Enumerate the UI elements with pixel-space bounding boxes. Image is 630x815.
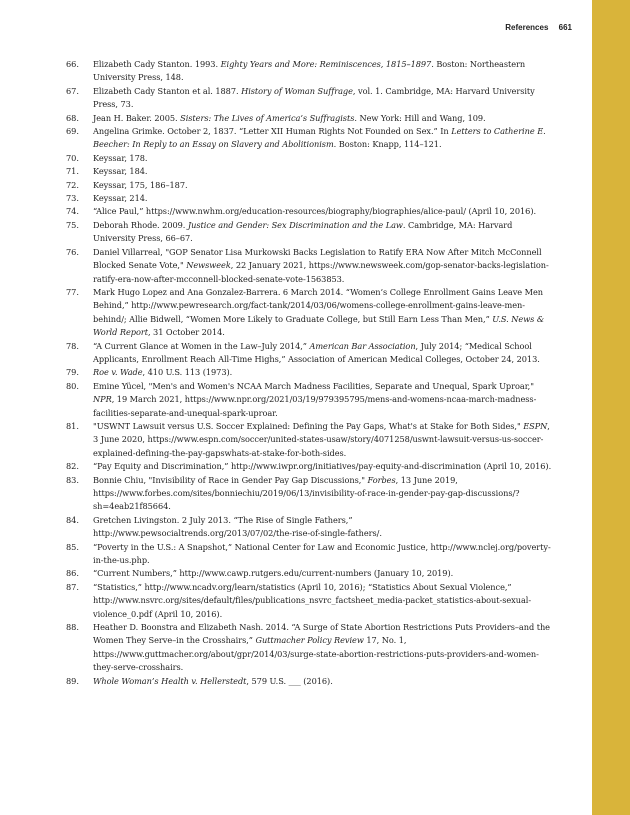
endnote-text-run: Bonnie Chiu, "Invisibility of Race in Gender Pay Gap Discussions,": [93, 474, 368, 485]
endnote-item: [66, 366, 553, 379]
endnote-number: 70.: [66, 152, 79, 163]
endnote-number: 79.: [66, 367, 79, 378]
endnote-text: [93, 515, 382, 538]
endnote-item: [66, 219, 553, 246]
endnote-text-run: Elizabeth Cady Stanton. 1993.: [93, 59, 221, 69]
endnote-item: [66, 541, 553, 568]
endnote-number: 75.: [66, 219, 79, 230]
endnote-item: [66, 179, 553, 192]
endnote-text-run: Keyssar, 175, 186–187.: [93, 179, 188, 190]
endnote-text-run: “Current Numbers,” http://www.cawp.rutgers.edu/current-numbers (January 10, 2019).: [93, 568, 454, 579]
endnote-text: [93, 475, 520, 512]
endnote-item: [66, 621, 553, 675]
endnote-text: [93, 568, 453, 578]
endnote-text-run: Deborah Rhode. 2009.: [93, 219, 188, 230]
endnote-text-run: , 3 June 2020, https://www.espn.com/soccer/united-states-usaw/story/4071258/uswnt-lawsuit-versus-us-soccer-explained-defining-the-pay-gapswhats-at-stake-for-both-sides.: [93, 420, 550, 458]
accent-side-bar: [592, 0, 630, 815]
endnote-number: 76.: [66, 246, 79, 257]
endnote-text-run: Emine Yücel, "Men's and Women's NCAA March Madness Facilities, Separate and Unequal, Spark Uproar,": [93, 380, 534, 391]
endnote-number: 88.: [66, 622, 79, 633]
endnote-text: [93, 622, 550, 672]
endnote-number: 69.: [66, 126, 79, 137]
endnote-italic-text: Letters to Catherine E. Beecher: In Reply to an Essay on Slavery and Abolitionism: [93, 126, 546, 150]
endnote-item: [66, 246, 553, 286]
endnote-text-run: , 19 March 2021, https://www.npr.org/2021/03/19/979395795/mens-and-womens-ncaa-march-madness-facilities-separate-and-unequal-spark-uproar.: [93, 394, 537, 418]
endnote-italic-text: Roe v. Wade: [93, 367, 143, 378]
endnote-item: [66, 567, 553, 580]
endnote-text-run: , 410 U.S. 113 (1973).: [142, 367, 233, 378]
endnote-item: [66, 125, 553, 152]
endnote-text-run: Daniel Villarreal, "GOP Senator Lisa Murkowski Backs Legislation to Ratify ERA Now After Mitch McConnell Blocked Senate Vote,": [93, 246, 542, 271]
endnote-text-run: . Boston: Northeastern University Press, 148.: [93, 59, 526, 83]
endnote-number: 85.: [66, 541, 79, 552]
endnote-number: 68.: [66, 112, 79, 123]
page-number: 661: [558, 23, 572, 32]
endnote-text: [93, 582, 531, 619]
endnote-item: [66, 165, 553, 178]
endnote-item: [66, 380, 553, 420]
endnote-text: [93, 461, 551, 471]
endnote-italic-text: Newsweek: [186, 260, 231, 271]
endnote-text-run: , July 2014; “Medical School Applicants, Enrollment Reach All-Time Highs,” Association of American Medical Colleges, October 24, 2013.: [93, 340, 540, 364]
endnote-text-run: , 31 October 2014.: [147, 327, 225, 338]
endnote-text-run: Jean H. Baker. 2005.: [93, 112, 181, 123]
endnote-item: [66, 58, 553, 85]
endnote-number: 87.: [66, 581, 79, 592]
endnote-item: [66, 152, 553, 165]
endnote-italic-text: Whole Woman’s Health v. Hellerstedt: [93, 675, 247, 686]
endnote-text: [93, 180, 188, 190]
endnote-item: [66, 85, 553, 112]
endnote-text-run: "USWNT Lawsuit versus U.S. Soccer Explained: Defining the Pay Gaps, What's at Stake for Both Sides,": [93, 420, 524, 431]
endnote-number: 89.: [66, 675, 79, 686]
endnote-text-run: , 13 June 2019, https://www.forbes.com/sites/bonniechiu/2019/06/13/invisibility-of-race-in-gender-pay-gap-discussions/?sh=4eab21f85664.: [93, 474, 520, 512]
endnote-number: 67.: [66, 85, 79, 96]
endnote-italic-text: ESPN: [523, 420, 548, 431]
endnote-text: [93, 367, 232, 377]
endnote-number: 77.: [66, 286, 79, 297]
endnote-text: [93, 206, 536, 216]
endnote-item: [66, 205, 553, 218]
endnote-text-run: , 579 U.S. ___ (2016).: [246, 675, 333, 686]
endnote-text: [93, 381, 536, 418]
running-head-title: References: [505, 23, 549, 32]
endnote-text: [93, 542, 551, 565]
endnote-italic-text: Eighty Years and More: Reminiscences, 1815–1897: [220, 59, 432, 69]
endnote-text-run: “Pay Equity and Discrimination,” http://www.iwpr.org/initiatives/pay-equity-and-discrimination (April 10, 2016).: [93, 461, 552, 472]
endnote-text-run: Keyssar, 178.: [93, 152, 148, 163]
endnote-text-run: Angelina Grimke. October 2, 1837. “Letter XII Human Rights Not Founded on Sex.” In: [93, 126, 452, 137]
endnote-text-run: . Cambridge, MA: Harvard University Press, 66–67.: [93, 219, 513, 244]
endnote-text: [93, 247, 549, 284]
endnote-text: [93, 421, 550, 458]
endnote-item: [66, 474, 553, 514]
endnote-item: [66, 286, 553, 340]
endnote-number: 84.: [66, 514, 79, 525]
endnote-italic-text: History of Woman Suffrage: [241, 85, 353, 96]
endnote-text-run: Mark Hugo Lopez and Ana Gonzalez-Barrera. 6 March 2014. “Women’s College Enrollment Gains Leave Men Behind,” http://www.pewresearch.org/fact-tank/2014/03/06/womens-college-enrollment-gains-leave-men-behind/; Allie Bidwell, “Women More Likely to Graduate College, but Still Earn Less Than Men,”: [93, 286, 543, 324]
endnote-italic-text: Justice and Gender: Sex Discrimination and the Law: [187, 219, 403, 230]
endnote-text: [93, 126, 546, 149]
endnote-number: 72.: [66, 179, 79, 190]
endnote-item: [66, 112, 553, 125]
endnote-text-run: , vol. 1. Cambridge, MA: Harvard University Press, 73.: [93, 85, 535, 110]
endnote-text-run: 17, No. 1, https://www.guttmacher.org/about/gpr/2014/03/surge-state-abortion-restrictions-puts-providers-and-women-they-serve-crosshairs.: [93, 635, 539, 673]
endnote-text-run: Gretchen Livingston. 2 July 2013. “The Rise of Single Fathers,” http://www.pewsocialtrends.org/2013/07/02/the-rise-of-single-fathers/.: [93, 514, 382, 539]
endnote-text-run: . Boston: Knapp, 114–121.: [333, 139, 442, 150]
endnote-text-run: “Alice Paul,” https://www.nwhm.org/education-resources/biography/biographies/alice-paul/ (April 10, 2016).: [93, 206, 537, 217]
endnote-italic-text: Sisters: The Lives of America’s Suffragists: [180, 112, 355, 123]
endnote-text-run: “Poverty in the U.S.: A Snapshot,” National Center for Law and Economic Justice, http://www.nclej.org/poverty-in-the-us.php.: [93, 541, 551, 566]
endnote-text: [93, 113, 486, 123]
endnote-text-run: Heather D. Boonstra and Elizabeth Nash. 2014. “A Surge of State Abortion Restrictions Puts Providers–and the Women They Serve–in the Crosshairs,”: [93, 622, 550, 646]
endnote-number: 82.: [66, 461, 79, 472]
endnote-italic-text: U.S. News & World Report: [93, 313, 545, 338]
endnote-text-run: , 22 January 2021, https://www.newsweek.com/gop-senator-backs-legislation-ratify-era-now-after-mcconnell-blocked-senate-vote-1563853.: [93, 260, 549, 284]
endnote-italic-text: Forbes: [367, 474, 396, 485]
endnote-number: 80.: [66, 380, 79, 391]
endnote-number: 78.: [66, 340, 79, 351]
endnote-text-run: Elizabeth Cady Stanton et al. 1887.: [93, 85, 242, 96]
endnote-text: [93, 193, 147, 203]
endnote-item: [66, 420, 553, 460]
endnote-item: [66, 675, 553, 688]
running-head: [505, 23, 572, 32]
endnote-text: [93, 676, 333, 686]
endnote-text: [93, 166, 147, 176]
endnotes-list: [66, 58, 553, 688]
endnote-text: [93, 287, 544, 337]
endnote-text: [93, 86, 535, 109]
endnote-text-run: Keyssar, 214.: [93, 193, 148, 204]
endnote-italic-text: American Bar Association: [309, 340, 416, 351]
endnote-italic-text: Guttmacher Policy Review: [255, 635, 364, 646]
endnote-number: 71.: [66, 166, 79, 177]
endnote-item: [66, 460, 553, 473]
endnote-text-run: “A Current Glance at Women in the Law–July 2014,”: [93, 340, 310, 351]
endnote-item: [66, 192, 553, 205]
endnote-number: 83.: [66, 474, 79, 485]
endnote-text: [93, 341, 540, 364]
endnote-text-run: Keyssar, 184.: [93, 166, 148, 177]
endnote-number: 73.: [66, 193, 79, 204]
endnote-italic-text: NPR: [93, 394, 112, 405]
endnote-number: 66.: [66, 59, 79, 69]
endnote-number: 81.: [66, 420, 79, 431]
endnote-text: [93, 153, 147, 163]
endnote-number: 86.: [66, 568, 79, 579]
endnote-item: [66, 514, 553, 541]
endnote-item: [66, 581, 553, 621]
endnote-number: 74.: [66, 206, 79, 217]
endnote-text-run: “Statistics,” http://www.ncadv.org/learn/statistics (April 10, 2016); “Statistics About Sexual Violence,” http://www.nsvrc.org/sites/default/files/publications_nsvrc_factsheet_media-packet_statistics-about-sexual-violence_0.pdf (April 10, 2016).: [93, 581, 532, 619]
endnote-text: [93, 220, 512, 243]
endnote-text: [93, 59, 525, 82]
endnote-item: [66, 340, 553, 367]
endnote-text-run: . New York: Hill and Wang, 109.: [354, 112, 486, 123]
